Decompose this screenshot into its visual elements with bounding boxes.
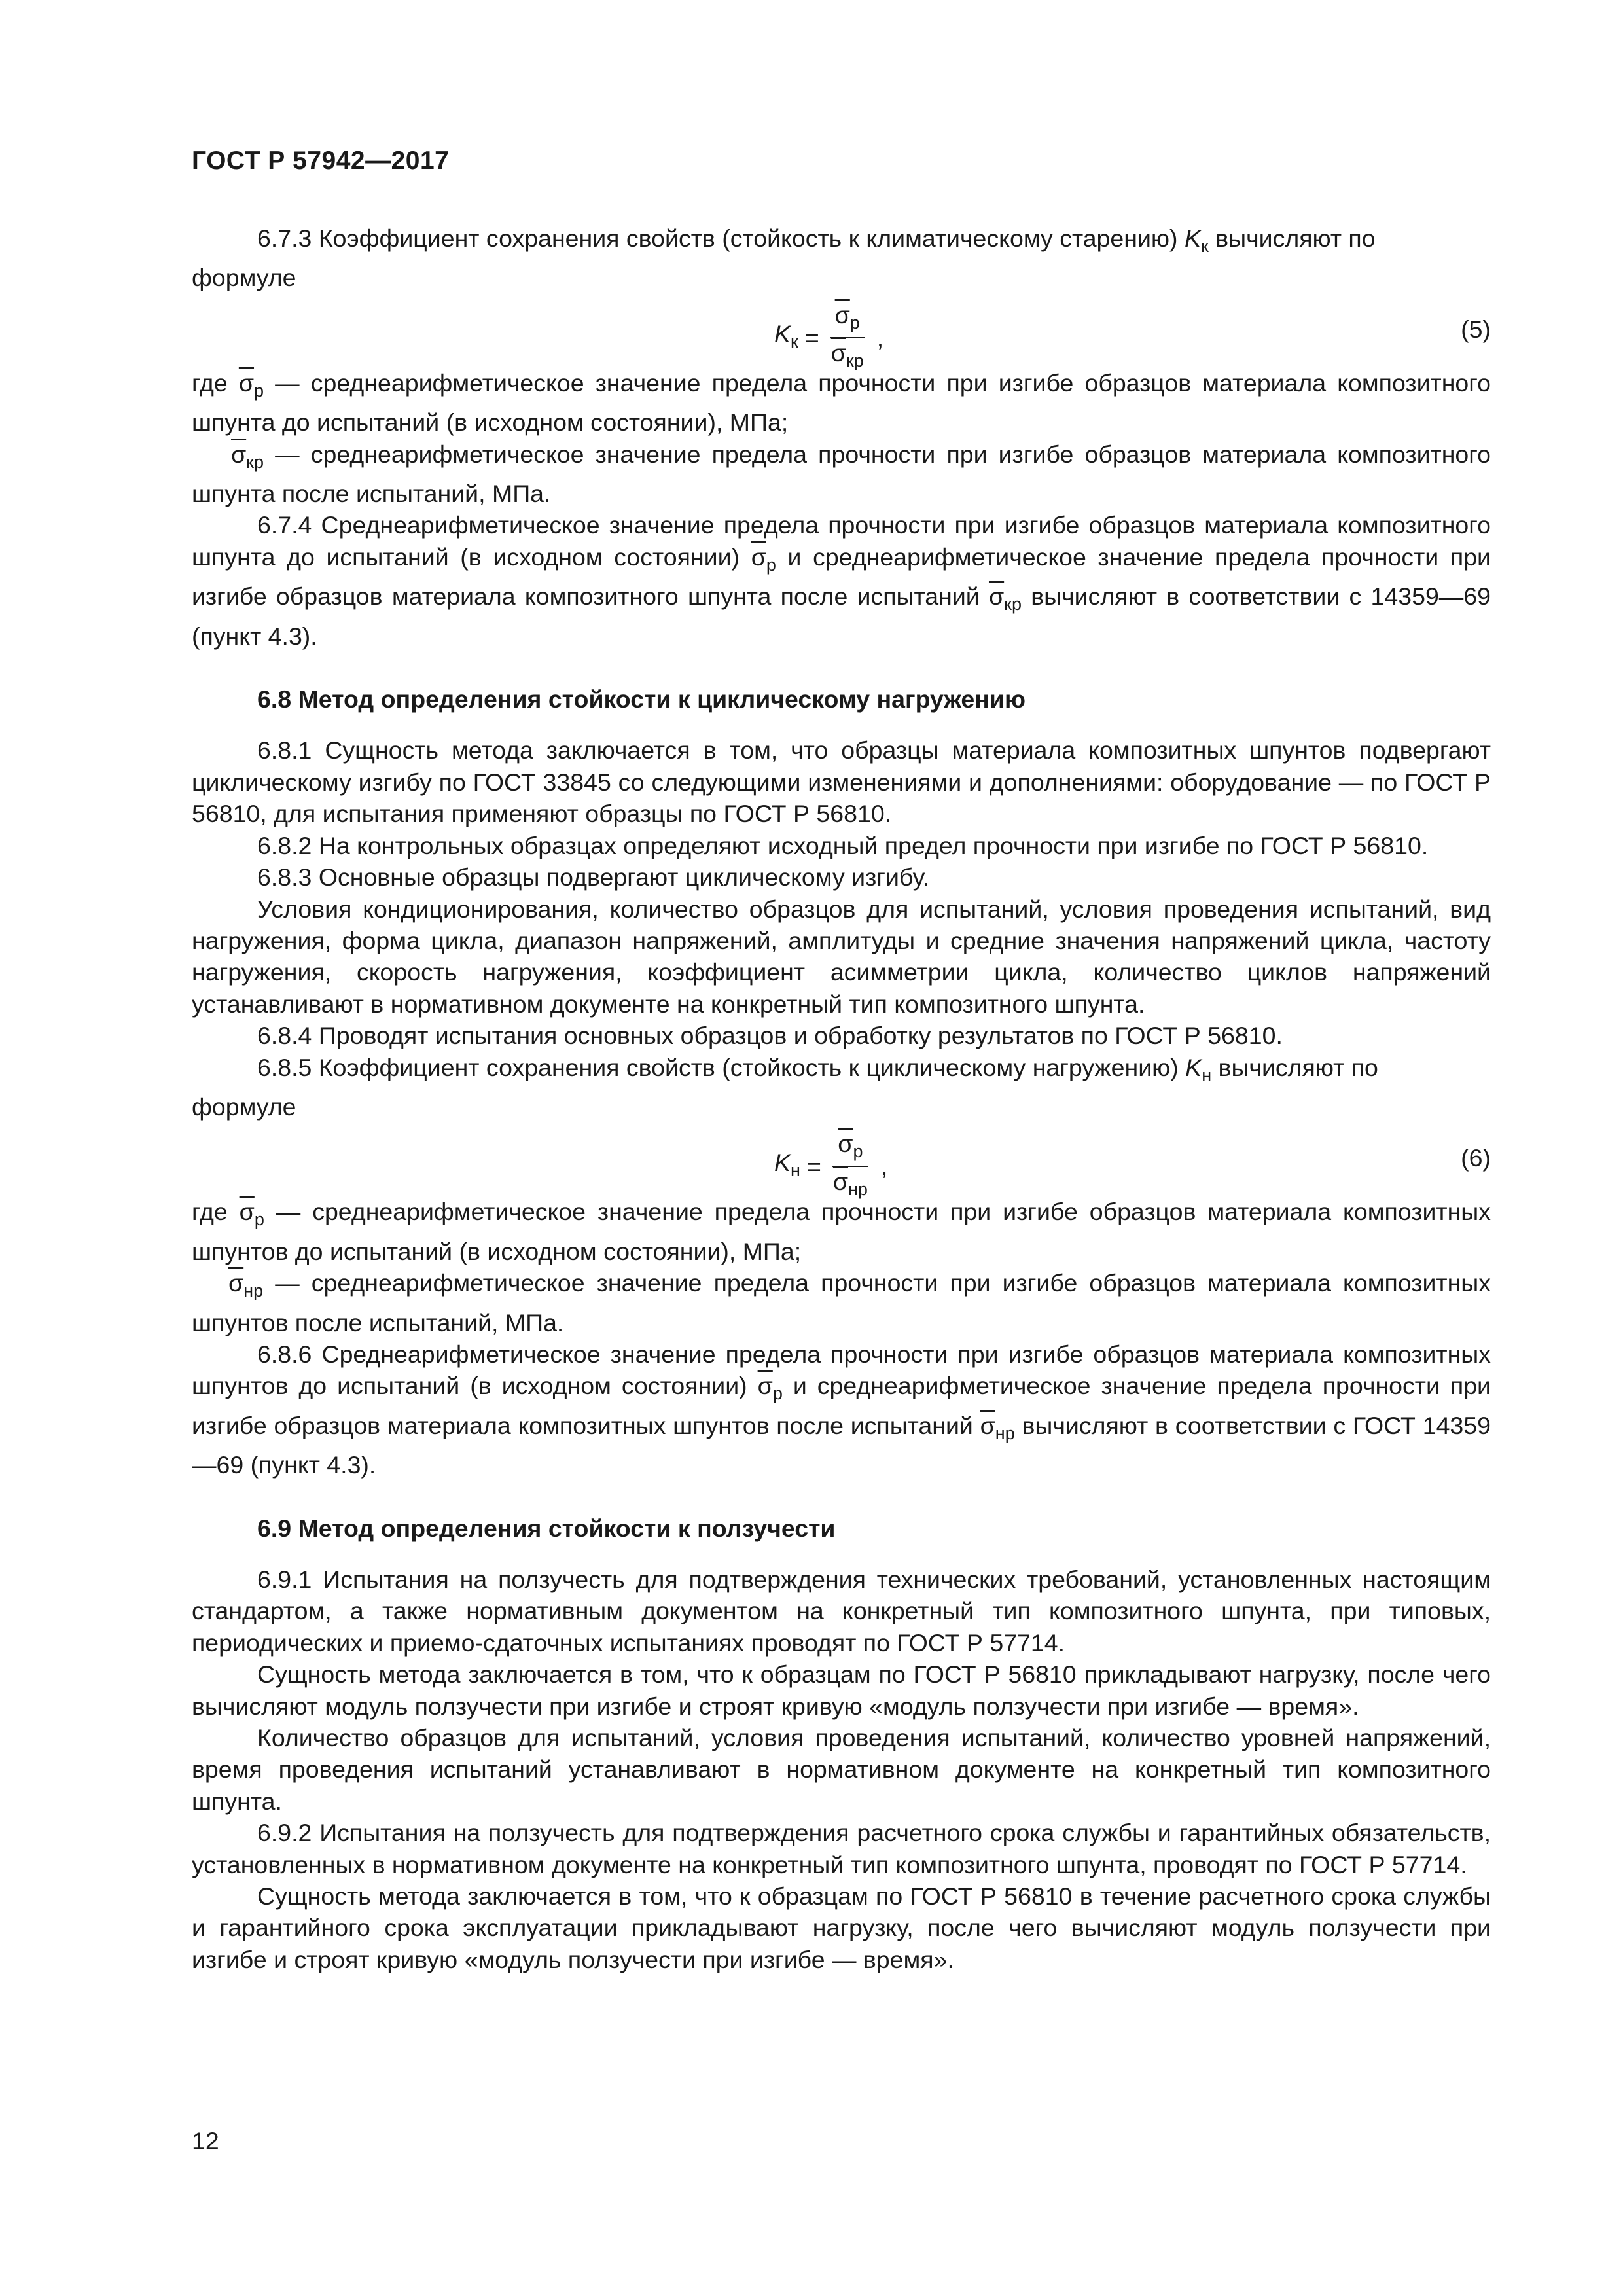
where-clause-6-1: где $\overline{\sigma}_р$ — среднеарифметическое значение предела прочности при изгибе образцов материала композитных шпунтов до испытаний (в исходном состоянии), МПа; — [192, 1198, 1491, 1265]
formula-lhs: $K_к$ — [774, 319, 798, 351]
paragraph-6-8-2: 6.8.2 На контрольных образцах определяют исходный предел прочности при изгибе по ГОСТ Р 56810. — [257, 831, 1429, 859]
where-clause-5-1: где $\overline{\sigma}_р$ — среднеарифметическое значение предела прочности при изгибе образцов материала композитного шпунта до испытаний (в исходном состоянии), МПа; — [192, 368, 1491, 437]
paragraph-6-8-4: 6.8.4 Проводят испытания основных образцов и обработку результатов по ГОСТ Р 56810. — [257, 1022, 1283, 1050]
formula-lhs: $K_н$ — [774, 1149, 800, 1181]
paragraph-6-9-1-quantity: Количество образцов для испытаний, условия проведения испытаний, количество уровней напряжений, время проведения испытаний устанавливают в нормативном документе на конкретный тип композитного шпунта. — [192, 1724, 1491, 1815]
paragraph-6-8-3-conditions: Условия кондиционирования, количество образцов для испытаний, условия проведения испытаний, вид нагружения, форма цикла, диапазон напряжений, амплитуды и средние значения напряжений цикла, частоту нагружения, скорость нагружения, коэффициент асимметрии цикла, количество циклов напряжений устанавливают в нормативном документе на конкретный тип композитного шпунта. — [192, 895, 1491, 1018]
paragraph-6-9-1: 6.9.1 Испытания на ползучесть для подтверждения технических требований, установленных настоящим стандартом, а также нормативным документом на конкретный тип композитного шпунта, при типовых, периодических и приемо-сдаточных испытаниях проводят по ГОСТ Р 57714. — [192, 1566, 1491, 1657]
document-header: ГОСТ Р 57942—2017 — [192, 147, 450, 175]
paragraph-6-7-3-cont: формуле — [192, 264, 296, 292]
document-body — [192, 223, 1491, 1975]
paragraph-6-9-2-essence: Сущность метода заключается в том, что к образцам по ГОСТ Р 56810 в течение расчетного срока службы и гарантийного срока эксплуатации прикладывают нагрузку, после чего вычисляют модуль ползучести при изгибе и строят кривую «модуль ползучести при изгибе — время». — [192, 1882, 1491, 1973]
paragraph-6-9-1-essence: Сущность метода заключается в том, что к образцам по ГОСТ Р 56810 прикладывают нагрузку, после чего вычисляют модуль ползучести при изгибе и строят кривую «модуль ползучести при изгибе — время». — [192, 1660, 1491, 1720]
formula-fraction: $\frac{\overline{\sigma}_р}{\overline{\sigma}_{нр}}$ — [832, 1130, 868, 1200]
formula-number: (5) — [1461, 315, 1491, 343]
paragraph-6-7-4: 6.7.4 Среднеарифметическое значение предела прочности при изгибе образцов материала композитного шпунта до испытаний (в исходном состоянии) $\overline{\sigma}_р$ и среднеарифметическое значение предела прочности при изгибе образцов материала композитного шпунта после испытаний $\overline{\sigma}_{кр}$ вычисляют в соответствии с 14359—69 (пункт 4.3). — [192, 511, 1491, 650]
where-clause-6-2: $\overline{\sigma}_{нр}$ — среднеарифметическое значение предела прочности при изгибе образцов материала композитных шпунтов после испытаний, МПа. — [192, 1269, 1491, 1336]
paragraph-6-8-5-cont: формуле — [192, 1092, 296, 1121]
where-clause-5-2: $\overline{\sigma}_{кр}$ — среднеарифметическое значение предела прочности при изгибе образцов материала композитного шпунта после испытаний, МПа. — [192, 440, 1491, 508]
formula-fraction: $\frac{\overline{\sigma}_р}{\overline{\sigma}_{кр}}$ — [826, 300, 869, 375]
formula-5: $K_к$ = $\frac{\overline{\sigma}_р}{\overline{\sigma}_{кр}}$ , (5) — [192, 294, 1491, 367]
formula-6: $K_н$ = $\frac{\overline{\sigma}_р}{\overline{\sigma}_{нр}}$ , (6) — [192, 1122, 1491, 1196]
paragraph-6-8-3: 6.8.3 Основные образцы подвергают циклическому изгибу. — [257, 863, 929, 891]
section-heading-6-8: 6.8 Метод определения стойкости к циклическому нагружению — [257, 685, 1026, 713]
paragraph-6-8-6: 6.8.6 Среднеарифметическое значение предела прочности при изгибе образцов материала композитных шпунтов до испытаний (в исходном состоянии) $\overline{\sigma}_р$ и среднеарифметическое значение предела прочности при изгибе образцов материала композитных шпунтов после испытаний $\overline{\sigma}_{нр}$ вычисляют в соответствии с ГОСТ 14359—69 (пункт 4.3). — [192, 1340, 1491, 1479]
page-number: 12 — [192, 2127, 219, 2155]
section-heading-6-9: 6.9 Метод определения стойкости к ползучести — [257, 1514, 836, 1542]
formula-number: (6) — [1461, 1144, 1491, 1172]
paragraph-6-8-1: 6.8.1 Сущность метода заключается в том, что образцы материала композитных шпунтов подвергают циклическому изгибу по ГОСТ 33845 со следующими изменениями и дополнениями: оборудование — по ГОСТ Р 56810, для испытания применяют образцы по ГОСТ Р 56810. — [192, 736, 1491, 828]
paragraph-6-8-5: 6.8.5 Коэффициент сохранения свойств (стойкость к циклическому нагружению) $K_н$ вычисляют по — [257, 1053, 1378, 1085]
paragraph-6-9-2: 6.9.2 Испытания на ползучесть для подтверждения расчетного срока службы и гарантийных обязательств, установленных в нормативном документе на конкретный тип композитного шпунта, проводят по ГОСТ Р 57714. — [192, 1819, 1491, 1878]
paragraph-6-7-3: 6.7.3 Коэффициент сохранения свойств (стойкость к климатическому старению) $K_к$ вычисляют по — [257, 224, 1376, 256]
